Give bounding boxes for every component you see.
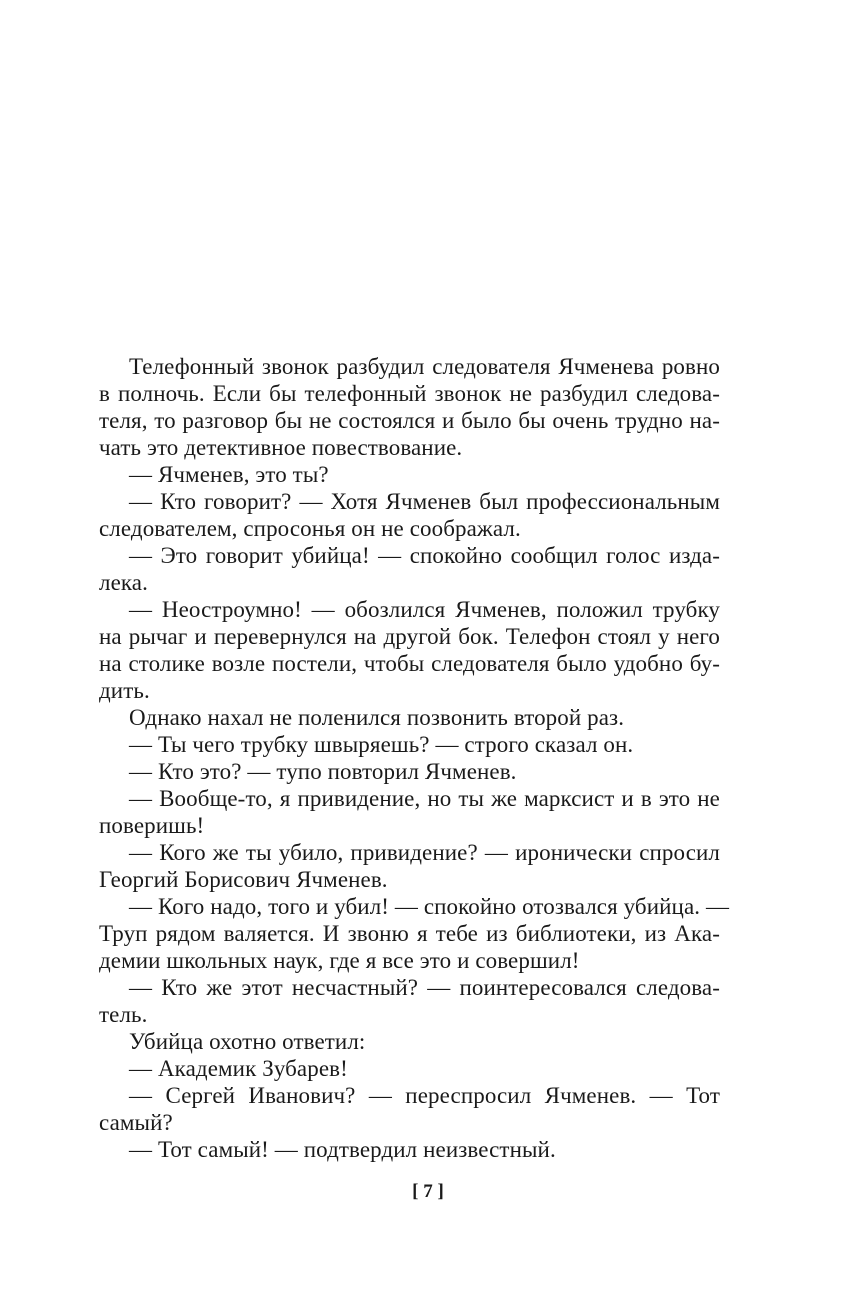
- text-line: самый?: [99, 1110, 173, 1135]
- text-line: — Кто говорит? — Хотя Ячменев был профессиональным: [129, 489, 720, 514]
- text-line: теля, то разговор бы не состоялся и было бы очень трудно на-: [99, 408, 720, 433]
- text-line: в полночь. Если бы телефонный звонок не разбудил следова-: [99, 381, 720, 406]
- text-line: на столике возле постели, чтобы следователя было удобно бу-: [99, 651, 720, 676]
- text-line: — Это говорит убийца! — спокойно сообщил голос изда-: [129, 543, 720, 568]
- text-line: чать это детективное повествование.: [99, 435, 463, 460]
- text-line: — Ячменев, это ты?: [129, 462, 329, 487]
- text-line: лека.: [99, 570, 148, 595]
- text-line: — Тот самый! — подтвердил неизвестный.: [129, 1137, 556, 1162]
- text-line: — Ты чего трубку швыряешь? — строго сказал он.: [129, 732, 634, 757]
- text-line: — Кто это? — тупо повторил Ячменев.: [129, 759, 517, 784]
- text-line: Убийца охотно ответил:: [129, 1029, 366, 1054]
- text-line: Труп рядом валяется. И звоню я тебе из библиотеки, из Ака-: [99, 921, 720, 946]
- text-line: поверишь!: [99, 813, 205, 838]
- text-line: — Кого надо, того и убил! — спокойно отозвался убийца. —: [129, 894, 730, 919]
- text-line: Георгий Борисович Ячменев.: [99, 867, 388, 892]
- text-line: — Неостроумно! — обозлился Ячменев, положил трубку: [129, 597, 720, 622]
- text-line: — Кто же этот несчастный? — поинтересовался следова-: [129, 975, 720, 1000]
- text-line: — Вообще-то, я привидение, но ты же марксист и в это не: [129, 786, 720, 811]
- text-line: — Кого же ты убило, привидение? — иронически спросил: [129, 840, 720, 865]
- text-line: — Сергей Иванович? — переспросил Ячменев. — Тот: [129, 1083, 720, 1108]
- text-line: дить.: [99, 678, 150, 703]
- text-line: Однако нахал не поленился позвонить второй раз.: [129, 705, 625, 730]
- body-text: [99, 353, 730, 1163]
- text-line: тель.: [99, 1002, 148, 1027]
- text-line: демии школьных наук, где я все это и совершил!: [99, 948, 580, 973]
- text-line: — Академик Зубарев!: [129, 1056, 348, 1081]
- text-line: следователем, спросонья он не соображал.: [99, 516, 521, 541]
- page-number: [ 7 ]: [412, 1181, 444, 1202]
- text-line: на рычаг и перевернулся на другой бок. Телефон стоял у него: [99, 624, 720, 649]
- text-line: Телефонный звонок разбудил следователя Ячменева ровно: [129, 354, 720, 379]
